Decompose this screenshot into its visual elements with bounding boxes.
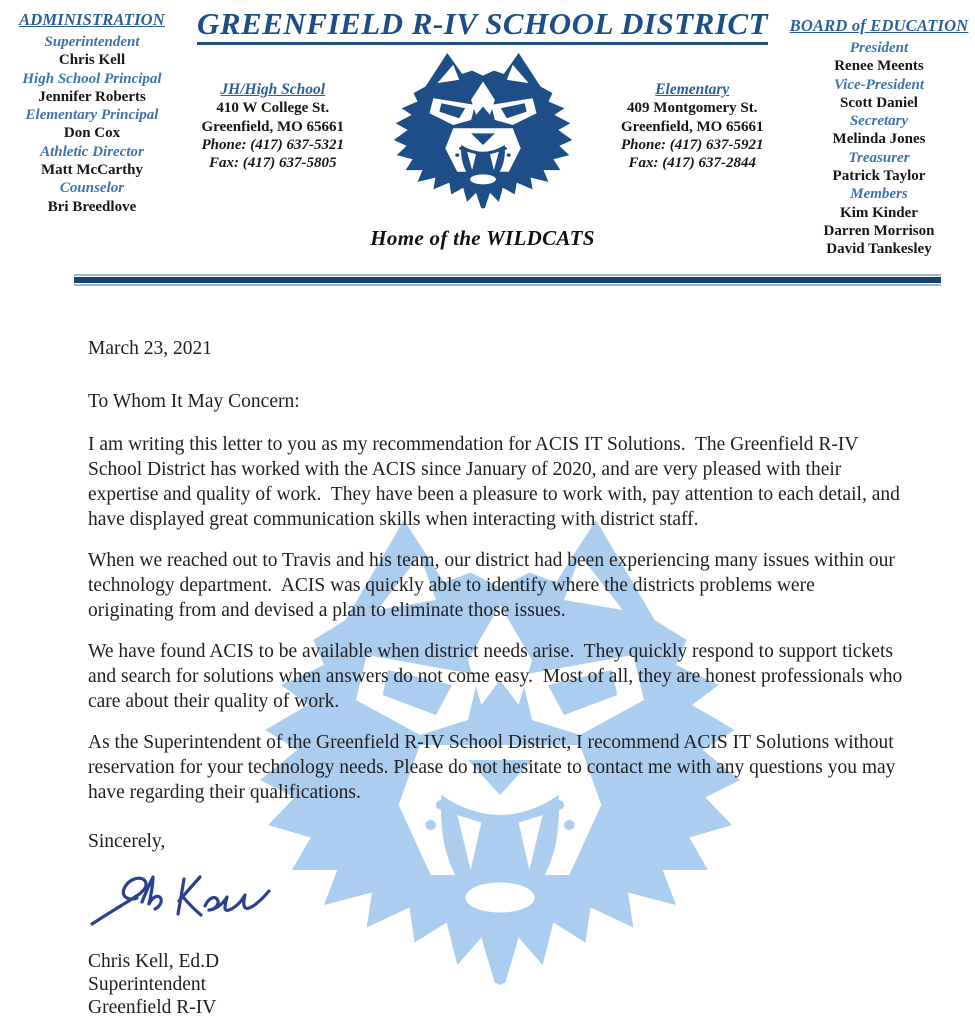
admin-name: Bri Breedlove xyxy=(47,198,137,215)
letterhead xyxy=(0,0,975,268)
letter-paragraph: We have found ACIS to be available when district needs arise. They quickly respond to support tickets and search for solutions when answers do not come easy. Most of all, they are honest professionals who care about their quality of work. xyxy=(88,641,908,712)
signer-block xyxy=(88,950,903,1019)
elementary-address-line: Greenfield, MO 65661 xyxy=(620,118,764,135)
admin-name: Matt McCarthy xyxy=(40,162,144,179)
administration-heading: ADMINISTRATION xyxy=(19,10,165,29)
board-role: President xyxy=(849,40,909,56)
admin-role: Elementary Principal xyxy=(25,107,159,124)
board-name: Scott Daniel xyxy=(840,94,918,111)
letter-paragraph: When we reached out to Travis and his team, our district had been experiencing many issues within our technology department. ACIS was quickly able to identify where the districts problems were originating from and devised a plan to eliminate those issues. xyxy=(88,550,900,621)
elementary-phone: Phone: (417) 637-5921 xyxy=(621,136,764,153)
elementary-address xyxy=(602,80,784,173)
salutation: To Whom It May Concern: xyxy=(88,391,300,412)
board-role: Treasurer xyxy=(848,149,910,166)
jh-high-school-heading: JH/High School xyxy=(220,81,326,98)
board-name: David Tankesley xyxy=(826,241,932,258)
admin-role: Superintendent xyxy=(44,34,140,50)
board-name: Kim Kinder xyxy=(840,204,918,221)
district-title-text: GREENFIELD R-IV SCHOOL DISTRICT xyxy=(197,6,768,45)
board-role: Members xyxy=(850,186,908,203)
jh-high-school-address xyxy=(182,80,364,173)
jh-fax: Fax: (417) 637-5805 xyxy=(209,155,337,172)
admin-name: Don Cox xyxy=(63,125,121,142)
administration-column xyxy=(6,10,178,216)
board-name: Melinda Jones xyxy=(832,131,926,148)
district-title xyxy=(182,6,783,42)
elementary-address-line: 409 Montgomery St. xyxy=(627,100,758,117)
board-name: Renee Meents xyxy=(834,58,924,75)
letter-date: March 23, 2021 xyxy=(88,338,213,359)
signer-name: Chris Kell, Ed.D xyxy=(88,951,220,972)
wildcat-logo-icon xyxy=(364,48,602,222)
signer-district: Greenfield R-IV xyxy=(88,997,217,1018)
letter-paragraph: As the Superintendent of the Greenfield R-IV School District, I recommend ACIS IT Solutions without reservation for your technology needs. Please do not hesitate to contact me with any questions you may have regarding their qualifications. xyxy=(88,732,901,803)
jh-address-line: Greenfield, MO 65661 xyxy=(201,118,345,135)
board-name: Darren Morrison xyxy=(823,222,935,239)
board-column xyxy=(787,16,971,259)
closing: Sincerely, xyxy=(88,831,166,852)
admin-name: Jennifer Roberts xyxy=(38,88,146,105)
letterhead-divider xyxy=(74,274,941,286)
board-role: Vice-President xyxy=(834,76,924,93)
board-role: Secretary xyxy=(849,113,909,130)
jh-address-line: 410 W College St. xyxy=(216,100,330,117)
letter-paragraph: I am writing this letter to you as my recommendation for ACIS IT Solutions. The Greenfield R-IV School District has worked with the ACIS since January of 2020, and are very pleased with their expertise and quality of work. They have been a pleasure to work with, pay attention to each detail, and have displayed great communication skills when interacting with district staff. xyxy=(88,434,905,530)
letterhead-center xyxy=(182,6,783,251)
tagline: Home of the WILDCATS xyxy=(370,226,595,250)
admin-role: Athletic Director xyxy=(40,143,144,160)
letter-body xyxy=(0,336,975,1019)
elementary-heading: Elementary xyxy=(655,81,730,98)
signer-title: Superintendent xyxy=(88,974,207,995)
admin-name: Chris Kell xyxy=(58,52,126,69)
signature xyxy=(84,866,274,940)
board-name: Patrick Taylor xyxy=(832,168,926,185)
jh-phone: Phone: (417) 637-5321 xyxy=(201,136,344,153)
elementary-fax: Fax: (417) 637-2844 xyxy=(628,155,756,172)
admin-role: High School Principal xyxy=(22,70,162,87)
board-heading: BOARD of EDUCATION xyxy=(789,16,969,35)
admin-role: Counselor xyxy=(59,180,125,197)
